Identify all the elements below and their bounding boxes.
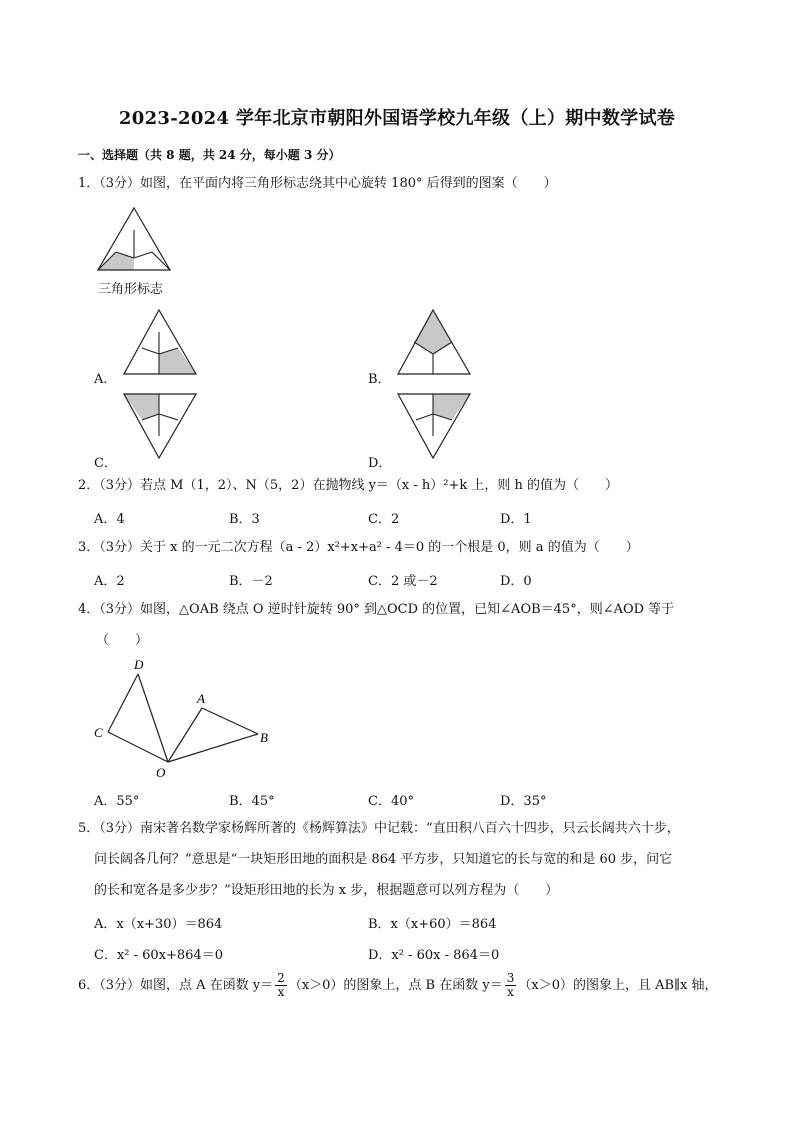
q6-part1: 6．（3分）如图，点 A 在函数 y＝ (78, 977, 274, 993)
q2-option-b: B．3 (229, 512, 260, 527)
fraction-denominator: x (277, 985, 285, 999)
q6-part2: （x＞0）的图象上，点 B 在函数 y＝ (288, 977, 503, 993)
question-4-text-line2: （ ） (96, 633, 149, 648)
figure-caption-logo: 三角形标志 (98, 282, 164, 297)
segment-ab (202, 708, 258, 734)
triangle-logo-figure (96, 206, 174, 272)
label-b: B (260, 730, 268, 745)
q4-option-b: B．45° (229, 794, 275, 809)
option-c-figure (122, 392, 198, 460)
label-o: O (156, 765, 166, 780)
q3-option-a: A．2 (94, 574, 125, 589)
label-d: D (134, 657, 144, 672)
option-a-label: A． (94, 372, 117, 387)
q2-option-d: D．1 (500, 512, 532, 527)
q3-option-b: B．－2 (229, 574, 273, 589)
page-title: 2023-2024 学年北京市朝阳外国语学校九年级（上）期中数学试卷 (118, 108, 676, 129)
segment-cd (108, 674, 138, 732)
rotation-figure (92, 656, 282, 782)
question-1-text: 1．（3分）如图，在平面内将三角形标志绕其中心旋转 180° 后得到的图案（ ） (78, 176, 557, 191)
option-a-figure (122, 308, 198, 376)
q4-option-a: A．55° (94, 794, 140, 809)
label-a: A (197, 691, 205, 706)
option-b-figure (396, 308, 472, 376)
fraction-3-over-x (505, 972, 517, 999)
q4-option-c: C．40° (368, 794, 414, 809)
label-c: C (94, 725, 103, 740)
option-b-label: B． (368, 372, 391, 387)
option-d-figure (396, 392, 472, 460)
fraction-denominator: x (507, 985, 514, 999)
logo-divider (134, 252, 152, 258)
q2-option-c: C．2 (368, 512, 400, 527)
fraction-numerator: 2 (277, 971, 285, 985)
option-c-label: C． (94, 456, 117, 471)
question-5-line3: 的长和宽各是多少步？”设矩形田地的长为 x 步，根据题意可以列方程为（ ） (94, 883, 559, 898)
q5-option-a: A．x（x+30）＝864 (94, 917, 223, 932)
section-heading-choice: 一、选择题（共 8 题，共 24 分，每小题 3 分） (78, 148, 341, 162)
fraction-numerator: 3 (506, 971, 515, 985)
question-5-line2: 问长阔各几何？”意思是“一块矩形田地的面积是 864 平方步，只知道它的长与宽的和是 60 步，问它 (94, 852, 673, 867)
q5-option-d: D．x² - 60x - 864＝0 (368, 948, 500, 963)
q2-option-a: A．4 (94, 512, 125, 527)
q6-part3: （x＞0）的图象上，且 AB∥x 轴， (518, 977, 718, 993)
question-3-text: 3．（3分）关于 x 的一元二次方程（a - 2）x²+x+a² - 4＝0 的一个根是 0，则 a 的值为（ ） (78, 540, 639, 555)
question-6-text (78, 972, 718, 999)
question-2-text: 2．（3分）若点 M（1，2）、N（5，2）在抛物线 y＝（x - h）²+k 上，则 h 的值为（ ） (78, 478, 619, 493)
q4-option-d: D．35° (500, 794, 547, 809)
option-d-label: D． (368, 456, 392, 471)
fraction-2-over-x (275, 972, 287, 999)
q5-option-c: C．x² - 60x+864＝0 (94, 948, 223, 963)
q3-option-c: C．2 或－2 (368, 574, 438, 589)
q3-option-d: D．0 (500, 574, 532, 589)
segment-ob (168, 734, 258, 762)
q5-option-b: B．x（x+60）＝864 (368, 917, 497, 932)
segment-oa (168, 708, 202, 762)
question-4-text: 4．（3分）如图，△OAB 绕点 O 逆时针旋转 90° 到△OCD 的位置，已知∠AOB＝45°，则∠AOD 等于 (78, 602, 675, 617)
question-5-line1: 5．（3分）南宋著名数学家杨辉所著的《杨辉算法》中记载：“直田积八百六十四步，只云长阔共六十步， (78, 821, 680, 836)
